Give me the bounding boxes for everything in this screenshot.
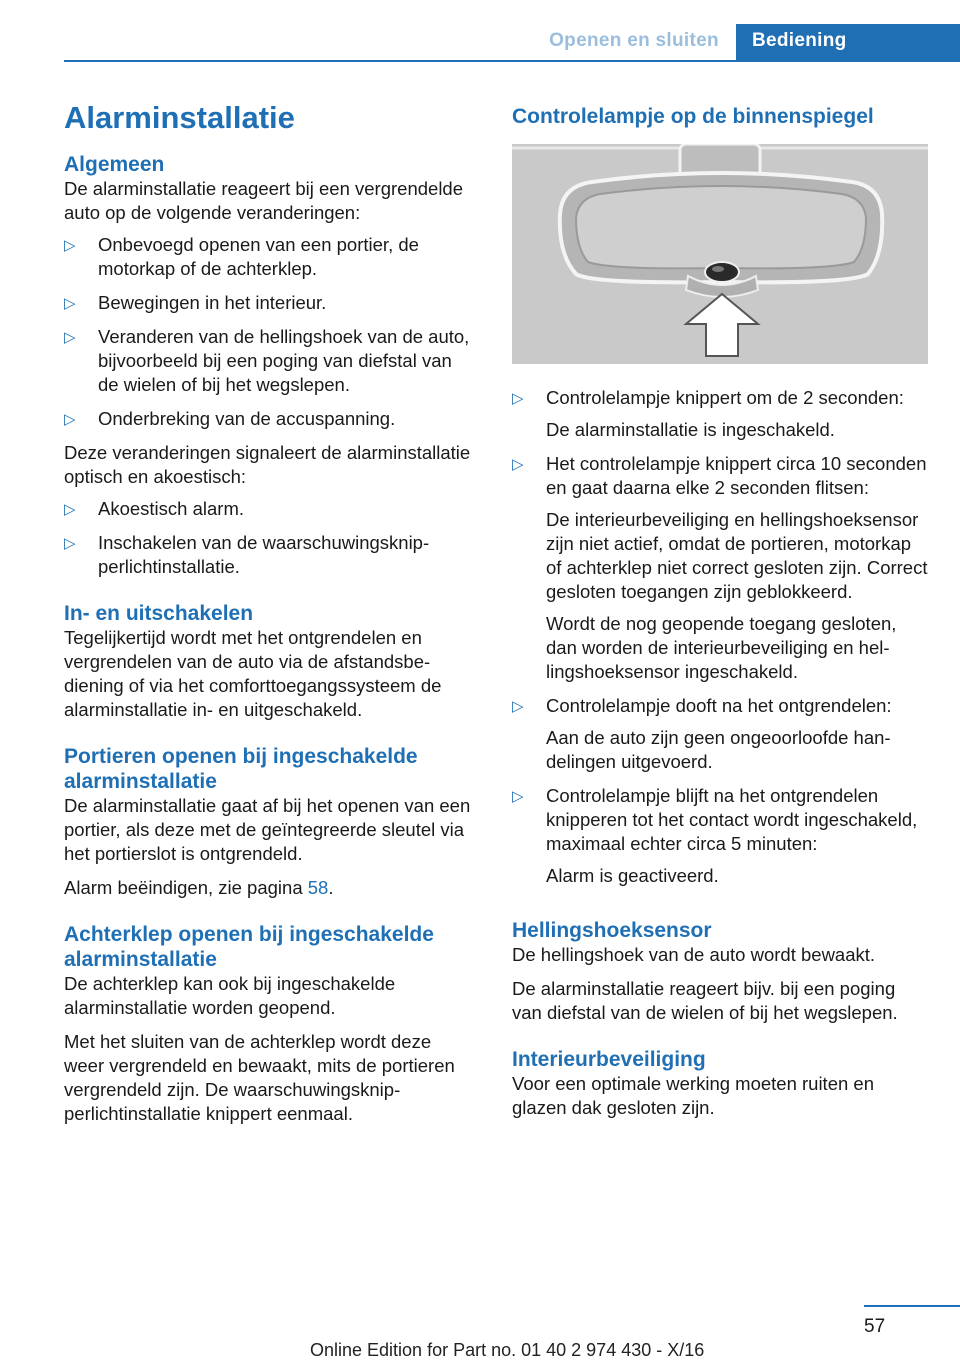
- section-in-uitschakelen: [64, 601, 476, 722]
- left-column: [64, 98, 476, 1126]
- section-portieren: [64, 744, 476, 900]
- signal-list: [64, 497, 476, 579]
- list-item: ▷ Het controlelampje knippert circa 10 seconden en gaat daarna elke 2 seconden flitsen: De interieurbeveiliging en hellingshoeksensor zijn niet actief, omdat de portieren, motorkap of achterklep niet correct gesloten zijn. Correct gesloten toegangen zijn geblokkeerd. Wordt de nog geopende toegang gesloten, dan worden de interieurbeveiliging en hellingshoeksensor ingeschakeld.: [512, 453, 928, 682]
- triangle-bullet-icon: ▷: [64, 501, 76, 518]
- list-item: ▷ Controlelampje dooft na het ontgrendelen: Aan de auto zijn geen ongeoorloofde handelingen uitgevoerd.: [512, 695, 892, 772]
- portieren-text: De alarminstallatie gaat af bij het openen van een portier, als deze met de geïntegreerde sleutel via het portierslot is ontgrendeld.: [64, 795, 471, 864]
- right-column: [512, 98, 928, 1120]
- page-title: Alarminstallatie: [64, 100, 295, 135]
- triangle-bullet-icon: ▷: [64, 411, 76, 428]
- section-achterklep: [64, 922, 476, 1126]
- heading-achterklep: Achterklep openen bij ingeschakelde alarminstallatie: [64, 923, 434, 971]
- edition-line: Online Edition for Part no. 01 40 2 974 430 - X/16: [310, 1340, 705, 1360]
- in-uitschakelen-text: Tegelijkertijd wordt met het ontgrendelen en vergrendelen van de auto via de afstandsbediening of via het comforttoegangssysteem de alarminstallatie in- en uitgeschakeld.: [64, 627, 442, 720]
- heading-interieurbeveiliging: Interieurbeveiliging: [512, 1048, 706, 1071]
- heading-in-uitschakelen: In- en uitschakelen: [64, 602, 254, 625]
- alarm-reference: Alarm beëindigen, zie pagina 58.: [64, 877, 334, 898]
- section-hellingshoeksensor: [512, 918, 928, 1025]
- triangle-bullet-icon: ▷: [64, 329, 76, 346]
- triangle-bullet-icon: ▷: [512, 788, 524, 805]
- lamp-status-list: [512, 386, 928, 888]
- list-item: ▷ Akoestisch alarm.: [64, 497, 476, 521]
- rearview-mirror-icon: [512, 144, 928, 364]
- algemeen-intro: De alarminstallatie reageert bij een vergrendelde auto op de volgende veranderingen:: [64, 178, 464, 223]
- header-rule: [64, 60, 960, 62]
- list-item: ▷ Controlelampje knippert om de 2 seconden: De alarminstallatie is ingeschakeld.: [512, 387, 904, 440]
- heading-hellingshoeksensor: Hellingshoeksensor: [512, 919, 712, 942]
- list-item: ▷ Onderbreking van de accuspanning.: [64, 407, 476, 431]
- heading-portieren: Portieren openen bij ingeschakelde alarminstallatie: [64, 745, 418, 793]
- list-item: ▷ Bewegingen in het interieur.: [64, 291, 476, 315]
- triangle-bullet-icon: ▷: [512, 456, 524, 473]
- heading-algemeen: Algemeen: [64, 153, 165, 176]
- interieur-text: Voor een optimale werking moeten ruiten en glazen dak gesloten zijn.: [512, 1073, 874, 1118]
- page-link[interactable]: 58: [307, 877, 329, 898]
- triangle-bullet-icon: ▷: [64, 295, 76, 312]
- mirror-illustration: [512, 144, 928, 364]
- triangle-bullet-icon: ▷: [64, 237, 76, 254]
- running-header-chapter: Bediening: [736, 24, 960, 60]
- triangle-bullet-icon: ▷: [64, 535, 76, 552]
- section-interieurbeveiliging: [512, 1047, 928, 1120]
- list-item: ▷ Inschakelen van de waarschuwingsknipperlichtinstallatie.: [64, 532, 430, 577]
- heading-controlelampje: Controlelampje op de binnenspiegel: [512, 105, 874, 128]
- list-item: ▷ Controlelampje blijft na het ontgrendelen knipperen tot het contact wordt ingeschakeld, maximaal echter circa 5 minuten: Alarm is geactiveerd.: [512, 785, 918, 886]
- list-item: ▷ Onbevoegd openen van een portier, de motorkap of de achterklep.: [64, 234, 419, 279]
- helling-text-2: De alarminstallatie reageert bijv. bij een poging van diefstal van de wielen of bij het wegslepen.: [512, 978, 898, 1023]
- achterklep-text-2: Met het sluiten van de achterklep wordt deze weer vergrendeld en bewaakt, mits de portieren vergrendeld zijn. De waarschuwingsknipperlichtinstallatie knippert eenmaal.: [64, 1031, 455, 1124]
- change-list: [64, 233, 476, 431]
- achterklep-text-1: De achterklep kan ook bij ingeschakelde alarminstallatie worden geopend.: [64, 973, 396, 1018]
- helling-text-1: De hellingshoek van de auto wordt bewaakt.: [512, 944, 876, 965]
- triangle-bullet-icon: ▷: [512, 390, 524, 407]
- footer-rule: [864, 1305, 960, 1307]
- running-header-section: Openen en sluiten: [549, 30, 719, 51]
- signal-text: Deze veranderingen signaleert de alarminstallatie optisch en akoestisch:: [64, 442, 471, 487]
- page-number: 57: [864, 1316, 886, 1337]
- triangle-bullet-icon: ▷: [512, 698, 524, 715]
- list-item: ▷ Veranderen van de hellingshoek van de auto, bijvoorbeeld bij een poging van diefstal van de wielen of bij het wegslepen.: [64, 326, 470, 395]
